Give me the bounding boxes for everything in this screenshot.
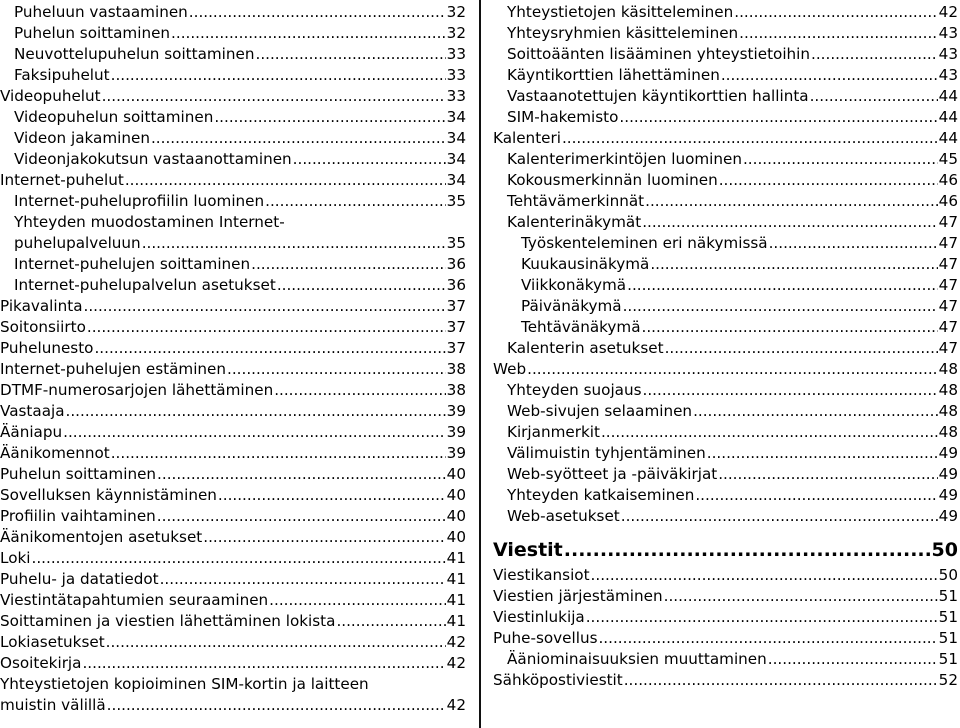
entry-page: 41 <box>446 570 466 588</box>
entry-page: 33 <box>446 45 466 63</box>
leader-dots <box>601 422 938 443</box>
toc-entry[interactable] <box>493 233 958 254</box>
entry-page: 39 <box>446 444 466 462</box>
entry-page: 43 <box>938 24 958 42</box>
entry-title: Yhteyden muodostaminen Internet- <box>14 213 285 231</box>
leader-dots <box>810 86 938 107</box>
toc-entry[interactable] <box>493 65 958 86</box>
entry-page: 42 <box>938 3 958 21</box>
entry-title: Puhelun soittaminen <box>0 465 157 483</box>
entry-title: puhelupalveluun <box>14 234 141 252</box>
toc-entry[interactable] <box>493 586 958 607</box>
entry-title: Käyntikorttien lähettäminen <box>507 66 720 84</box>
entry-page: 40 <box>446 507 466 525</box>
leader-dots <box>157 506 446 527</box>
leader-dots <box>293 149 446 170</box>
toc-entry[interactable] <box>493 338 958 359</box>
entry-page: 37 <box>446 297 466 315</box>
leader-dots <box>87 317 446 338</box>
entry-title: Profiilin vaihtaminen <box>0 507 156 525</box>
entry-page: 40 <box>446 486 466 504</box>
leader-dots <box>269 590 446 611</box>
toc-entry[interactable] <box>0 485 466 506</box>
entry-page: 43 <box>938 45 958 63</box>
entry-title: Videon jakaminen <box>14 129 150 147</box>
toc-entry[interactable] <box>493 506 958 527</box>
entry-page: 47 <box>938 234 958 252</box>
toc-entry[interactable] <box>0 359 466 380</box>
entry-title: Videopuhelun soittaminen <box>14 108 214 126</box>
entry-page: 33 <box>446 87 466 105</box>
entry-page: 47 <box>938 276 958 294</box>
toc-section-heading[interactable] <box>493 535 958 565</box>
entry-title: Kalenterinäkymät <box>507 213 642 231</box>
toc-entry[interactable] <box>0 233 466 254</box>
entry-title: Puhelun soittaminen <box>14 24 171 42</box>
entry-page: 39 <box>446 423 466 441</box>
entry-title: Puhe-sovellus <box>493 629 598 647</box>
entry-title: Päivänäkymä <box>521 297 622 315</box>
entry-title: Kalenteri <box>493 129 561 147</box>
leader-dots <box>734 2 937 23</box>
entry-title: Viikkonäkymä <box>521 276 627 294</box>
entry-page: 36 <box>446 255 466 273</box>
toc-entry[interactable] <box>493 649 958 670</box>
leader-dots <box>111 65 446 86</box>
leader-dots <box>768 649 938 670</box>
entry-title: Kalenterin asetukset <box>507 339 664 357</box>
toc-entry[interactable] <box>0 44 466 65</box>
leader-dots <box>664 586 938 607</box>
leader-dots <box>218 485 446 506</box>
entry-title: Puhelunesto <box>0 339 94 357</box>
entry-title: Web-syötteet ja -päiväkirjat <box>507 465 718 483</box>
entry-title: DTMF-numerosarjojen lähettäminen <box>0 381 274 399</box>
entry-title: Loki <box>0 549 31 567</box>
entry-page: 36 <box>446 276 466 294</box>
entry-page: 51 <box>938 629 958 647</box>
entry-title: Vastaaja <box>0 402 65 420</box>
leader-dots <box>94 338 445 359</box>
entry-page: 51 <box>938 587 958 605</box>
leader-dots <box>171 23 446 44</box>
toc-entry[interactable] <box>493 254 958 275</box>
leader-dots <box>707 443 938 464</box>
entry-page: 42 <box>446 633 466 651</box>
leader-dots <box>693 401 938 422</box>
toc-entry[interactable] <box>0 590 466 611</box>
leader-dots <box>811 44 938 65</box>
entry-page: 39 <box>446 402 466 420</box>
entry-page: 34 <box>446 108 466 126</box>
entry-page: 51 <box>938 650 958 668</box>
entry-page: 48 <box>938 360 958 378</box>
toc-entry[interactable] <box>493 485 958 506</box>
entry-title: Vastaanotettujen käyntikorttien hallinta <box>507 87 809 105</box>
toc-entry[interactable] <box>493 464 958 485</box>
entry-page: 48 <box>938 423 958 441</box>
toc-entry[interactable] <box>0 506 466 527</box>
toc-entry[interactable] <box>493 443 958 464</box>
entry-title: Osoitekirja <box>0 654 82 672</box>
entry-page: 42 <box>446 696 466 714</box>
toc-entry[interactable] <box>0 464 466 485</box>
entry-page: 47 <box>938 255 958 273</box>
leader-dots <box>624 670 938 691</box>
entry-title: Yhteysryhmien käsitteleminen <box>507 24 739 42</box>
leader-dots <box>645 191 938 212</box>
toc-entry[interactable] <box>0 611 466 632</box>
entry-title: muistin välillä <box>0 696 106 714</box>
toc-entry[interactable] <box>493 422 958 443</box>
entry-title: Internet-puhelujen estäminen <box>0 360 227 378</box>
toc-entry[interactable] <box>493 565 958 586</box>
entry-title: Internet-puhelujen soittaminen <box>14 255 251 273</box>
entry-title: Viestinlukija <box>493 608 585 626</box>
leader-dots <box>274 380 445 401</box>
leader-dots <box>32 548 446 569</box>
toc-entry[interactable] <box>493 296 958 317</box>
leader-dots <box>336 611 445 632</box>
entry-page: 41 <box>446 612 466 630</box>
entry-title: Internet-puhelupalvelun asetukset <box>14 276 276 294</box>
entry-page: 41 <box>446 549 466 567</box>
entry-title: Sähköpostiviestit <box>493 671 623 689</box>
toc-entry[interactable] <box>493 44 958 65</box>
leader-dots <box>643 380 938 401</box>
leader-dots <box>721 65 938 86</box>
entry-page: 32 <box>446 24 466 42</box>
toc-entry[interactable] <box>0 401 466 422</box>
entry-title: Kirjanmerkit <box>507 423 600 441</box>
entry-page: 45 <box>938 150 958 168</box>
entry-page: 44 <box>938 108 958 126</box>
leader-dots <box>739 23 938 44</box>
toc-entry[interactable] <box>493 670 958 691</box>
toc-entry[interactable] <box>0 317 466 338</box>
entry-page: 52 <box>938 671 958 689</box>
leader-dots <box>769 233 938 254</box>
leader-dots <box>642 212 937 233</box>
toc-entry[interactable] <box>493 149 958 170</box>
entry-title: Työskenteleminen eri näkymissä <box>521 234 768 252</box>
leader-dots <box>621 506 938 527</box>
toc-entry[interactable] <box>0 170 466 191</box>
entry-title: Sovelluksen käynnistäminen <box>0 486 217 504</box>
entry-title: Puhelu- ja datatiedot <box>0 570 159 588</box>
entry-title: Videonjakokutsun vastaanottaminen <box>14 150 292 168</box>
entry-title: Äänikomennot <box>0 444 110 462</box>
leader-dots <box>623 296 938 317</box>
toc-entry[interactable] <box>0 191 466 212</box>
entry-page: 44 <box>938 129 958 147</box>
toc-right-list <box>493 2 958 527</box>
entry-page: 38 <box>446 360 466 378</box>
entry-title: Soittaminen ja viestien lähettäminen lokista <box>0 612 336 630</box>
leader-dots <box>719 170 938 191</box>
toc-entry[interactable] <box>493 2 958 23</box>
entry-page: 42 <box>446 654 466 672</box>
entry-title: Internet-puheluprofiilin luominen <box>14 192 265 210</box>
column-divider <box>479 0 481 728</box>
entry-page: 48 <box>938 381 958 399</box>
entry-page: 49 <box>938 444 958 462</box>
toc-entry[interactable] <box>0 443 466 464</box>
entry-title: Välimuistin tyhjentäminen <box>507 444 706 462</box>
toc-entry[interactable] <box>493 212 958 233</box>
leader-dots <box>84 296 446 317</box>
toc-entry[interactable] <box>493 380 958 401</box>
entry-page: 33 <box>446 66 466 84</box>
toc-entry[interactable] <box>0 149 466 170</box>
entry-title: Yhteystietojen kopioiminen SIM-kortin ja laitteen <box>0 675 369 693</box>
entry-page: 50 <box>938 566 958 584</box>
toc-entry[interactable] <box>0 380 466 401</box>
entry-page: 49 <box>938 486 958 504</box>
toc-entry[interactable] <box>0 695 466 716</box>
entry-title: Web-sivujen selaaminen <box>507 402 693 420</box>
leader-dots <box>107 695 446 716</box>
toc-entry[interactable] <box>493 628 958 649</box>
entry-page: 46 <box>938 171 958 189</box>
toc-entry[interactable] <box>0 23 466 44</box>
leader-dots <box>63 422 446 443</box>
entry-page: 49 <box>938 465 958 483</box>
entry-page: 34 <box>446 171 466 189</box>
entry-page: 41 <box>446 591 466 609</box>
toc-entry[interactable] <box>0 296 466 317</box>
entry-title: Pikavalinta <box>0 297 83 315</box>
leader-dots <box>203 527 445 548</box>
leader-dots <box>151 128 446 149</box>
leader-dots <box>718 464 937 485</box>
toc-right-column <box>493 2 958 691</box>
toc-entry[interactable] <box>0 212 466 233</box>
entry-title: Videopuhelut <box>0 87 101 105</box>
entry-title: Viestintätapahtumien seuraaminen <box>0 591 269 609</box>
entry-title: SIM-hakemisto <box>507 108 619 126</box>
entry-page: 34 <box>446 150 466 168</box>
leader-dots <box>265 191 446 212</box>
section-title: Viestit <box>493 539 563 561</box>
entry-page: 37 <box>446 318 466 336</box>
leader-dots <box>743 149 938 170</box>
leader-dots <box>82 653 445 674</box>
leader-dots <box>562 128 938 149</box>
leader-dots <box>157 464 446 485</box>
toc-entry[interactable] <box>493 23 958 44</box>
toc-right-list-2 <box>493 565 958 691</box>
leader-dots <box>665 338 938 359</box>
leader-dots <box>586 607 938 628</box>
entry-title: Kuukausinäkymä <box>521 255 650 273</box>
entry-page: 49 <box>938 507 958 525</box>
entry-page: 47 <box>938 297 958 315</box>
leader-dots <box>227 359 446 380</box>
leader-dots <box>277 275 446 296</box>
toc-entry[interactable] <box>493 170 958 191</box>
entry-page: 51 <box>938 608 958 626</box>
toc-entry[interactable] <box>0 86 466 107</box>
entry-page: 47 <box>938 213 958 231</box>
entry-title: Viestikansiot <box>493 566 590 584</box>
toc-entry[interactable] <box>0 632 466 653</box>
entry-page: 37 <box>446 339 466 357</box>
leader-dots <box>695 485 937 506</box>
leader-dots <box>627 275 938 296</box>
leader-dots <box>189 2 446 23</box>
toc-entry[interactable] <box>0 2 466 23</box>
toc-entry[interactable] <box>493 359 958 380</box>
toc-entry[interactable] <box>0 569 466 590</box>
toc-left-column <box>0 2 466 716</box>
entry-title: Tehtävänäkymä <box>521 318 641 336</box>
toc-entry[interactable] <box>0 674 466 695</box>
leader-dots <box>142 233 446 254</box>
entry-page: 34 <box>446 129 466 147</box>
entry-title: Lokiasetukset <box>0 633 105 651</box>
entry-page: 47 <box>938 318 958 336</box>
entry-page: 35 <box>446 234 466 252</box>
toc-entry[interactable] <box>493 607 958 628</box>
toc-entry[interactable] <box>0 107 466 128</box>
section-page: 50 <box>931 539 958 561</box>
toc-entry[interactable] <box>0 527 466 548</box>
entry-title: Kalenterimerkintöjen luominen <box>507 150 742 168</box>
entry-page: 32 <box>446 3 466 21</box>
leader-dots <box>125 170 446 191</box>
leader-dots <box>564 535 931 565</box>
leader-dots <box>527 359 938 380</box>
entry-title: Soittoäänten lisääminen yhteystietoihin <box>507 45 811 63</box>
toc-entry[interactable] <box>0 548 466 569</box>
leader-dots <box>214 107 445 128</box>
entry-page: 47 <box>938 339 958 357</box>
toc-entry[interactable] <box>493 107 958 128</box>
entry-page: 35 <box>446 192 466 210</box>
entry-title: Internet-puhelut <box>0 171 124 189</box>
leader-dots <box>66 401 446 422</box>
entry-page: 48 <box>938 402 958 420</box>
toc-entry[interactable] <box>0 128 466 149</box>
leader-dots <box>650 254 937 275</box>
toc-entry[interactable] <box>493 191 958 212</box>
entry-title: Ääniapu <box>0 423 63 441</box>
entry-page: 38 <box>446 381 466 399</box>
entry-title: Web-asetukset <box>507 507 620 525</box>
entry-title: Äänikomentojen asetukset <box>0 528 203 546</box>
entry-page: 44 <box>938 87 958 105</box>
entry-title: Puheluun vastaaminen <box>14 3 188 21</box>
leader-dots <box>591 565 938 586</box>
entry-title: Viestien järjestäminen <box>493 587 663 605</box>
entry-title: Kokousmerkinnän luominen <box>507 171 718 189</box>
toc-entry[interactable] <box>493 317 958 338</box>
entry-page: 40 <box>446 465 466 483</box>
entry-title: Yhteyden katkaiseminen <box>507 486 695 504</box>
toc-entry[interactable] <box>0 65 466 86</box>
entry-title: Faksipuhelut <box>14 66 110 84</box>
leader-dots <box>598 628 937 649</box>
toc-entry[interactable] <box>493 275 958 296</box>
entry-title: Web <box>493 360 527 378</box>
entry-page: 46 <box>938 192 958 210</box>
entry-title: Tehtävämerkinnät <box>507 192 645 210</box>
toc-entry[interactable] <box>493 128 958 149</box>
entry-page: 43 <box>938 66 958 84</box>
entry-title: Soitonsiirto <box>0 318 86 336</box>
leader-dots <box>106 632 446 653</box>
leader-dots <box>160 569 446 590</box>
toc-entry[interactable] <box>0 275 466 296</box>
toc-entry[interactable] <box>0 254 466 275</box>
entry-title: Yhteyden suojaus <box>507 381 642 399</box>
entry-title: Yhteystietojen käsitteleminen <box>507 3 734 21</box>
entry-title: Ääniominaisuuksien muuttaminen <box>507 650 767 668</box>
leader-dots <box>256 44 446 65</box>
entry-title: Neuvottelupuhelun soittaminen <box>14 45 255 63</box>
toc-entry[interactable] <box>0 422 466 443</box>
toc-entry[interactable] <box>493 401 958 422</box>
toc-entry[interactable] <box>0 653 466 674</box>
toc-entry[interactable] <box>0 338 466 359</box>
leader-dots <box>102 86 446 107</box>
leader-dots <box>619 107 937 128</box>
leader-dots <box>251 254 446 275</box>
leader-dots <box>111 443 446 464</box>
leader-dots <box>642 317 938 338</box>
entry-page: 40 <box>446 528 466 546</box>
toc-entry[interactable] <box>493 86 958 107</box>
